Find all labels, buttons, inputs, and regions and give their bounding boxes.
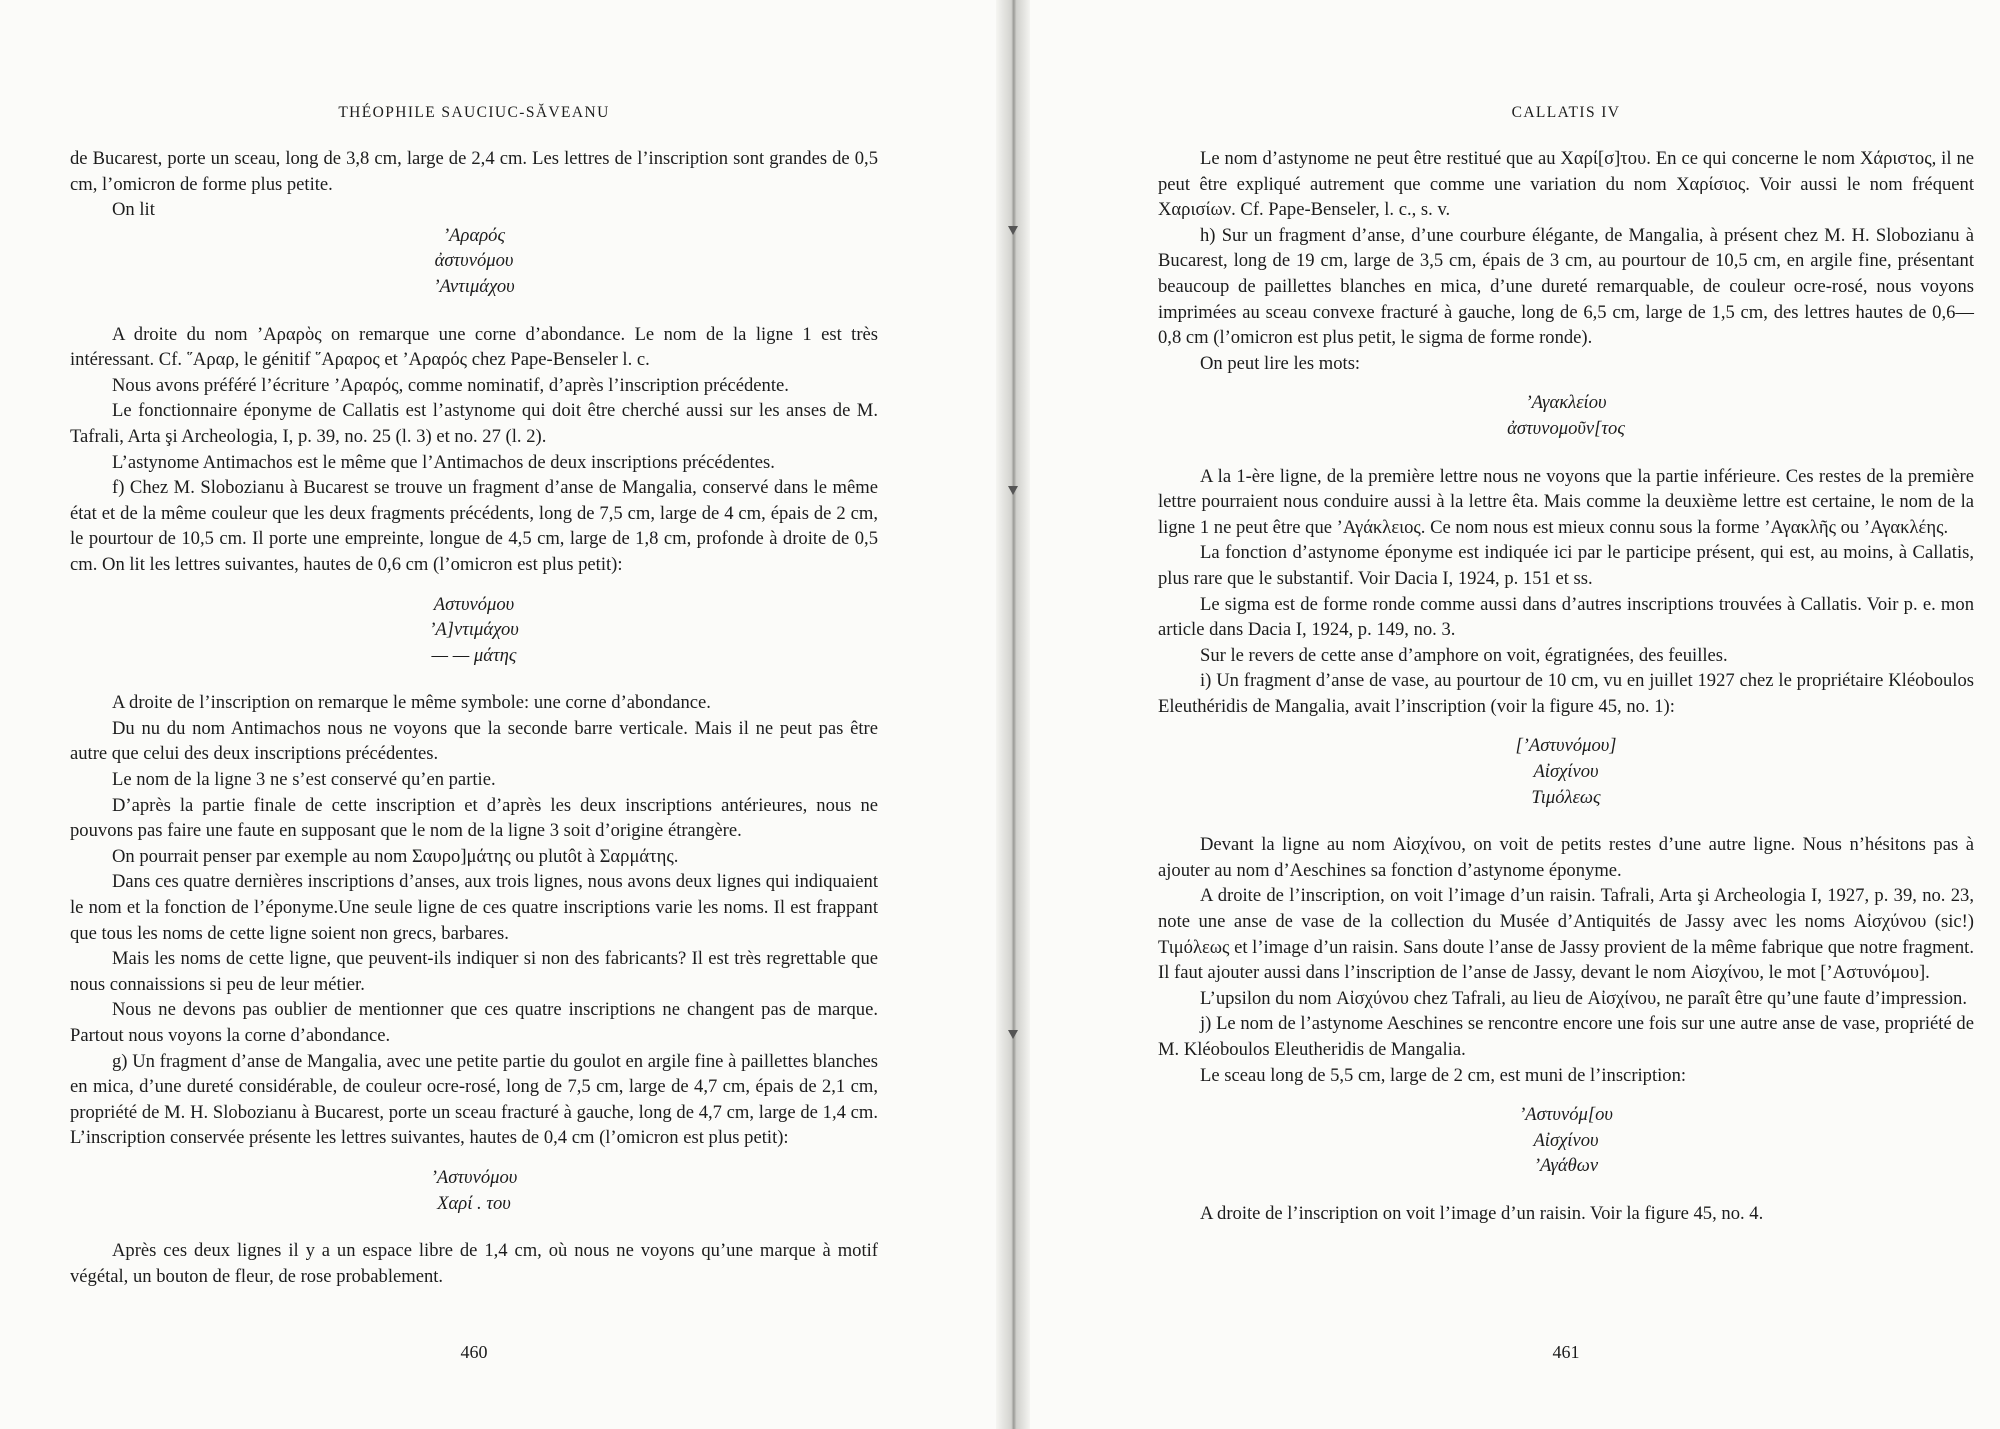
paragraph: Mais les noms de cette ligne, que peuvent-ils indiquer si non des fabricants? Il est très regrettable que nous connaissions si peu de leur métier.: [70, 948, 878, 995]
inscription-block: [70, 223, 878, 300]
inscription-line: ’Αγακλείου: [1525, 392, 1607, 414]
inscription-block: [70, 1165, 878, 1216]
paragraph: L’upsilon du nom Αἰσχύνου chez Tafrali, au lieu de Αἰσχίνου, ne paraît être qu’une faute d’impression.: [1200, 987, 1967, 1009]
paragraph: A droite de l’inscription on remarque le même symbole: une corne d’abondance.: [112, 692, 711, 714]
inscription-line: ἀστυνομοῦν[τος: [1507, 417, 1625, 439]
paragraph: Sur le revers de cette anse d’amphore on voit, égratignées, des feuilles.: [1200, 644, 1728, 666]
paragraph: j) Le nom de l’astynome Aeschines se rencontre encore une fois sur une autre anse de vase, propriété de M. Kléoboulos Eleutheridis de Mangalia.: [1158, 1013, 1974, 1060]
paragraph: Devant la ligne au nom Αἰσχίνου, on voit de petits restes d’une autre ligne. Nous n’hésitons pas à ajouter au nom d’Aeschines sa fonction d’astynome éponyme.: [1158, 834, 1974, 881]
paragraph: A droite de l’inscription on voit l’image d’un raisin. Voir la figure 45, no. 4.: [1200, 1202, 1764, 1224]
inscription-line: ’Αραρός: [442, 224, 505, 246]
paragraph: A droite du nom ’Αραρὸς on remarque une corne d’abondance. Le nom de la ligne 1 est très intéressant. Cf. ῞Αραρ, le génitif ῞Αραρος et ’Αραρός chez Pape-Benseler l. c.: [70, 323, 878, 371]
paragraph: Nous ne devons pas oublier de mentionner que ces quatre inscriptions ne changent pas de marque. Partout nous voyons la corne d’abondance.: [70, 999, 878, 1046]
page-number: 460: [460, 1342, 488, 1362]
paragraph: Le fonctionnaire éponyme de Callatis est l’astynome qui doit être cherché aussi sur les anses de M. Tafrali, Arta şi Archeologia, I, p. 39, no. 25 (l. 3) et no. 27 (l. 2).: [70, 400, 878, 447]
binding-mark: [1008, 486, 1018, 495]
paragraph: Du nu du nom Antimachos nous ne voyons que la seconde barre verticale. Mais il ne peut pas être autre que celui des deux inscriptions précédentes.: [70, 717, 878, 765]
inscription-line: [’Αστυνόμου]: [1515, 735, 1617, 757]
inscription-line: ἀστυνόμου: [434, 250, 514, 272]
paragraph: A la 1-ère ligne, de la première lettre nous ne voyons que la partie inférieure. Ces restes de la première lettre pourraient nous conduire aussi à la lettre êta. Mais comme la deuxième lettre est certaine, le nom de la ligne 1 ne peut être que ’Αγάκλειος. Ce nom nous est mieux connu sous la forme ’Αγακλῆς ou ’Αγακλέης.: [1158, 465, 1974, 538]
paragraph: Le sigma est de forme ronde comme aussi dans d’autres inscriptions trouvées à Callatis. Voir p. e. mon article dans Dacia I, 1924, p. 149, no. 3.: [1158, 593, 1974, 641]
right-page-body: [1158, 146, 1974, 1227]
paragraph: D’après la partie finale de cette inscription et d’après les deux inscriptions antérieures, nous ne pouvons pas faire une faute en supposant que le nom de la ligne 3 soit d’origine étrangère.: [70, 794, 878, 842]
left-page: [70, 0, 878, 1429]
inscription-block: [70, 592, 878, 669]
paragraph: Nous avons préféré l’écriture ’Αραρός, comme nominatif, d’après l’inscription précédente.: [112, 374, 789, 396]
inscription-line: Τιμόλεως: [1531, 786, 1601, 808]
book-gutter: [996, 0, 1030, 1429]
inscription-line: Αἰσχίνου: [1533, 1129, 1599, 1151]
inscription-line: ’Αστυνόμ[ου: [1519, 1104, 1613, 1126]
left-page-body: [70, 146, 878, 1289]
inscription-line: ’Αστυνόμου: [430, 1166, 518, 1188]
right-page: [1158, 0, 1974, 1429]
paragraph: A droite de l’inscription, on voit l’image d’un raisin. Tafrali, Arta şi Archeologia I, 1927, p. 39, no. 23, note une anse de vase de la collection du Musée d’Antiquités de Jassy avec les noms Αἰσχύνου (sic!) Τιμόλεως et l’image d’un raisin. Sans doute l’anse de Jassy provient de la même fabrique que notre fragment. Il faut ajouter aussi dans l’inscription de l’anse de Jassy, devant le nom Αἰσχίνου, le mot [’Αστυνόμου].: [1158, 885, 1974, 984]
paragraph: La fonction d’astynome éponyme est indiquée ici par le participe présent, qui est, au moins, à Callatis, plus rare que le substantif. Voir Dacia I, 1924, p. 151 et ss.: [1158, 542, 1974, 589]
inscription-line: Αστυνόμου: [433, 593, 515, 615]
paragraph: On peut lire les mots:: [1200, 352, 1361, 374]
paragraph: f) Chez M. Slobozianu à Bucarest se trouve un fragment d’anse de Mangalia, conservé dans le même état et de la même couleur que les deux fragments précédents, long de 7,5 cm, large de 4 cm, épais de 2 cm, le pourtour de 10,5 cm. Il porte une empreinte, longue de 4,5 cm, large de 1,8 cm, profonde à droite de 0,5 cm. On lit les lettres suivantes, hautes de 0,6 cm (l’omicron est plus petit):: [70, 477, 878, 575]
running-head: CALLATIS IV: [1511, 104, 1621, 121]
inscription-block: [1158, 1102, 1974, 1179]
paragraph: L’astynome Antimachos est le même que l’Antimachos de deux inscriptions précédentes.: [112, 451, 775, 473]
paragraph: Le nom d’astynome ne peut être restitué que au Χαρί[σ]του. En ce qui concerne le nom Χάριστος, il ne peut être expliqué autrement que comme une variation du nom Χαρίσιος. Voir aussi le nom fréquent Χαρισίων. Cf. Pape-Benseler, l. c., s. v.: [1158, 148, 1974, 221]
paragraph: Le sceau long de 5,5 cm, large de 2 cm, est muni de l’inscription:: [1200, 1064, 1687, 1086]
inscription-line: ’Αντιμάχου: [433, 275, 515, 297]
inscription-block: [1158, 733, 1974, 810]
inscription-line: ’Α]ντιμάχου: [429, 619, 519, 641]
paragraph: Le nom de la ligne 3 ne s’est conservé qu’en partie.: [112, 769, 496, 791]
inscription-line: ’Αγάθων: [1533, 1155, 1599, 1177]
inscription-line: — — μάτης: [431, 644, 517, 666]
page-number: 461: [1552, 1342, 1580, 1362]
running-head: THÉOPHILE SAUCIUC-SĂVEANU: [338, 104, 610, 121]
inscription-block: [1158, 390, 1974, 441]
paragraph: de Bucarest, porte un sceau, long de 3,8 cm, large de 2,4 cm. Les lettres de l’inscription sont grandes de 0,5 cm, l’omicron de forme plus petite.: [70, 148, 878, 195]
paragraph: On lit: [112, 199, 155, 221]
paragraph: Après ces deux lignes il y a un espace libre de 1,4 cm, où nous ne voyons qu’une marque à motif végétal, un bouton de fleur, de rose probablement.: [70, 1240, 878, 1287]
paragraph: On pourrait penser par exemple au nom Σαυρο]μάτης ou plutôt à Σαρμάτης.: [112, 845, 679, 867]
paragraph: Dans ces quatre dernières inscriptions d’anses, aux trois lignes, nous avons deux lignes qui indiquaient le nom et la fonction de l’éponyme.Une seule ligne de ces quatre inscriptions varie les noms. Il est frappant que tous les noms de cette ligne soient non grecs, barbares.: [70, 871, 878, 944]
paragraph: h) Sur un fragment d’anse, d’une courbure élégante, de Mangalia, à présent chez M. H. Slobozianu à Bucarest, long de 19 cm, large de 3,5 cm, épais de 3 cm, au pourtour de 10,5 cm, en argile fine, présentant beaucoup de paillettes blanches en mica, d’une dureté remarquable, de couleur ocre-rosé, nous voyons imprimées au sceau convexe fracturé à gauche, long de 6,5 cm, large de 1,5 cm, des lettres hautes de 0,6—0,8 cm (l’omicron est plus petit, le sigma de forme ronde).: [1158, 224, 1974, 349]
paragraph: i) Un fragment d’anse de vase, au pourtour de 10 cm, vu en juillet 1927 chez le propriétaire Kléoboulos Eleuthéridis de Mangalia, avait l’inscription (voir la figure 45, no. 1):: [1158, 670, 1974, 717]
inscription-line: Χαρί . του: [437, 1192, 511, 1214]
inscription-line: Αἰσχίνου: [1533, 761, 1599, 783]
paragraph: g) Un fragment d’anse de Mangalia, avec une petite partie du goulot en argile fine à paillettes blanches en mica, d’une dureté considérable, de couleur ocre-rosé, long de 7,5 cm, large de 4,7 cm, épais de 2,1 cm, propriété de M. H. Slobozianu à Bucarest, porte un sceau fracturé à gauche, long de 4,7 cm, large de 1,4 cm. L’inscription conservée présente les lettres suivantes, hautes de 0,4 cm (l’omicron est plus petit):: [70, 1050, 878, 1149]
binding-mark: [1008, 1030, 1018, 1039]
binding-mark: [1008, 226, 1018, 235]
